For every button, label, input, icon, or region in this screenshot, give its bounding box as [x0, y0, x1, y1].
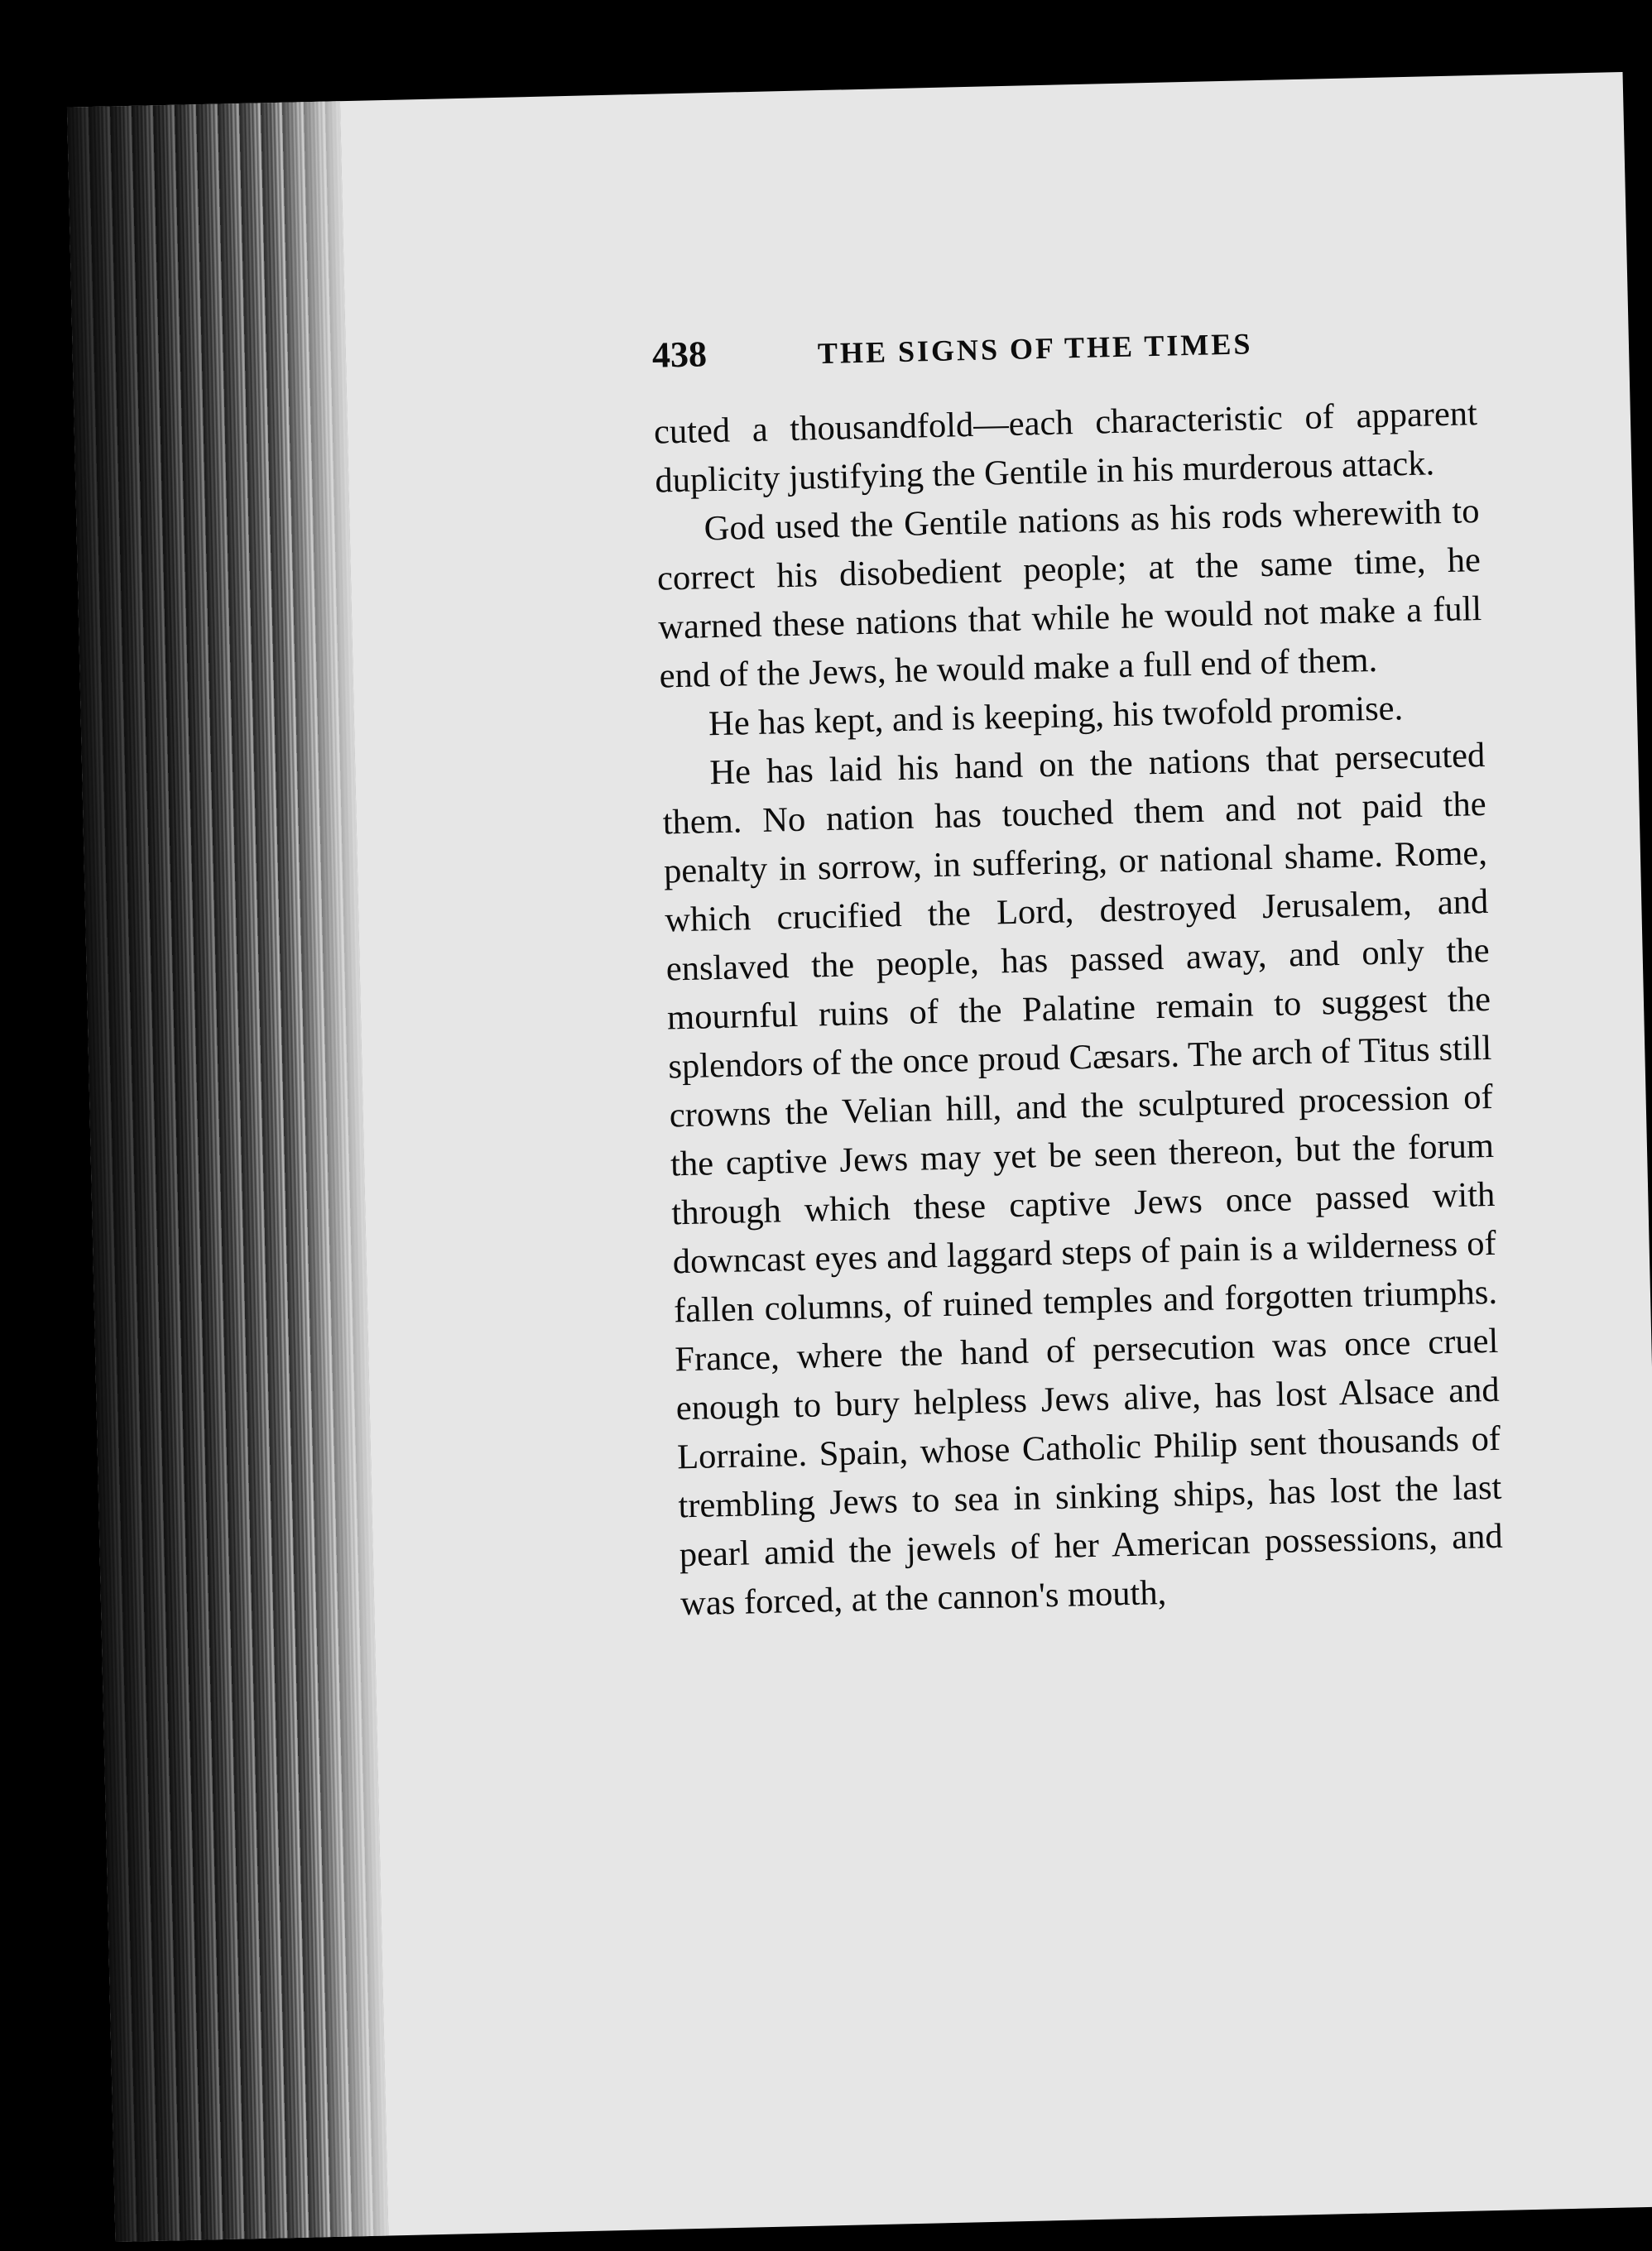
- page-number: 438: [651, 334, 708, 376]
- paragraph: He has kept, and is keeping, his twofold promise.: [708, 689, 1404, 744]
- body-text: [653, 389, 1504, 1628]
- running-header: [651, 315, 1476, 377]
- page-text-block: [651, 315, 1504, 1628]
- running-title: THE SIGNS OF THE TIMES: [817, 327, 1253, 371]
- book-page: [67, 72, 1652, 2242]
- paragraph-continued: cuted a thousandfold—each characteristic of apparent duplicity justifying the Gentile in his murderous attack.: [653, 394, 1478, 501]
- book-spine-edge: [67, 101, 388, 2242]
- paragraph: God used the Gentile nations as his rods wherewith to correct his disobedient people; at the same time, he warned these nations that while he would not make a full end of the Jews, he would make a full end of them.: [656, 492, 1482, 696]
- paragraph: He has laid his hand on the nations that persecuted them. No nation has touched them and not paid the penalty in sorrow, in suffering, or national shame. Rome, which crucified the Lord, destroyed Jerusalem, and enslaved the people, has passed away, and only the mournful ruins of the Palatine remain to suggest the splendors of the once proud Cæsars. The arch of Titus still crowns the Velian hill, and the sculptured procession of the captive Jews may yet be seen thereon, but the forum through which these captive Jews once passed with downcast eyes and laggard steps of pain is a wilderness of fallen columns, of ruined temples and forgotten triumphs. France, where the hand of persecution was once cruel enough to bury helpless Jews alive, has lost Alsace and Lorraine. Spain, whose Catholic Philip sent thousands of trembling Jews to sea in sinking ships, has lost the last pearl amid the jewels of her American possessions, and was forced, at the cannon's mouth,: [662, 735, 1504, 1624]
